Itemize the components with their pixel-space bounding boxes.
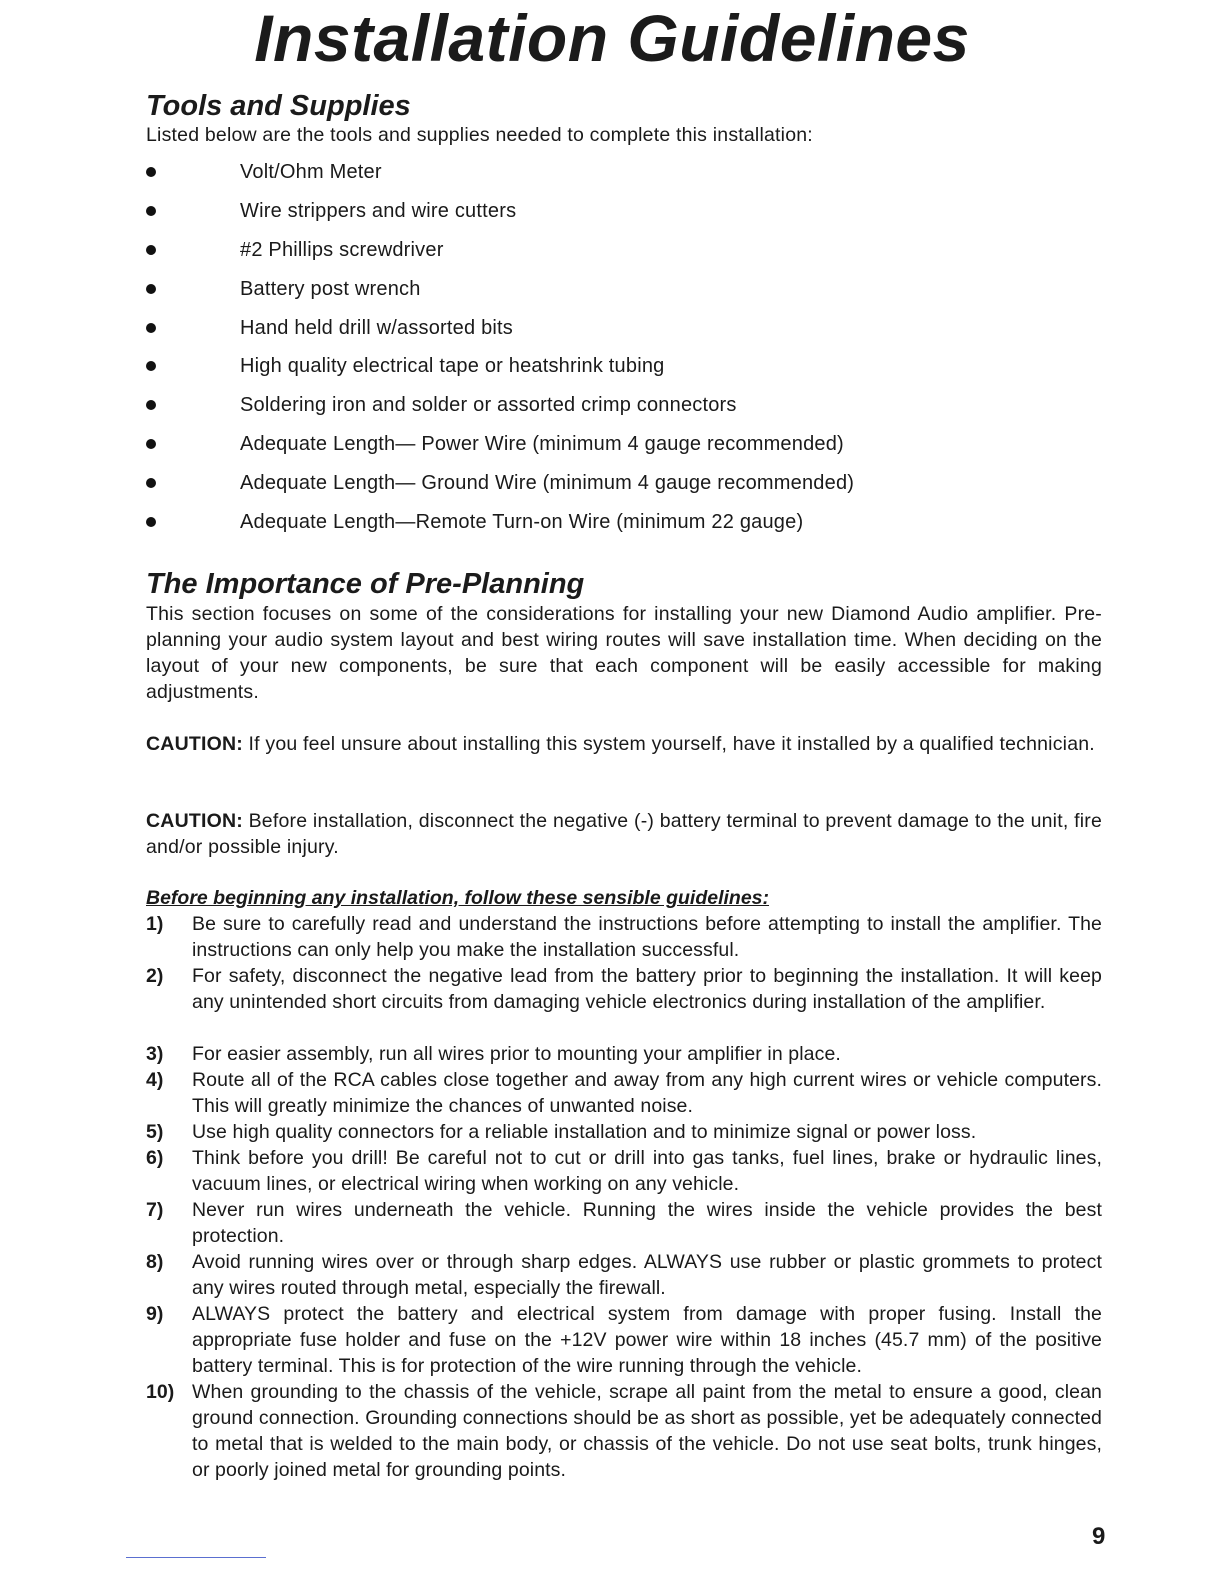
list-item — [0, 314, 1000, 344]
list-item — [0, 352, 1000, 382]
list-item — [0, 508, 1000, 538]
tools-intro: Listed below are the tools and supplies needed to complete this installation: — [146, 124, 813, 146]
step-number: 6) — [146, 1147, 164, 1169]
footer-rule — [126, 1557, 266, 1558]
list-item — [0, 158, 1000, 188]
bullet-icon — [146, 361, 156, 371]
step-text: Avoid running wires over or through sharp edges. ALWAYS use rubber or plastic grommets to protect any wires routed through metal, especially the firewall. — [192, 1251, 1102, 1299]
step-number: 3) — [146, 1043, 164, 1065]
step-text: When grounding to the chassis of the vehicle, scrape all paint from the metal to ensure a good, clean ground connection. Grounding connections should be as short as possible, yet be adequately connected to metal that is welded to the main body, or chassis of the vehicle. Do not use seat bolts, trunk hinges, or poorly joined metal for grounding points. — [192, 1381, 1102, 1481]
preplanning-body: This section focuses on some of the considerations for installing your new Diamond Audio amplifier. Pre-planning your audio system layout and best wiring routes will save installation time. When deciding on the layout of your new components, be sure that each component will be easily accessible for making adjustments. — [146, 603, 1102, 703]
page-title: Installation Guidelines — [254, 1, 970, 75]
step-text: ALWAYS protect the battery and electrical system from damage with proper fusing. Install the appropriate fuse holder and fuse on the +12V power wire within 18 inches (45.7 mm) of the positive battery terminal. This is for protection of the wire running through the vehicle. — [192, 1303, 1102, 1377]
bullet-icon — [146, 478, 156, 488]
step-text: For safety, disconnect the negative lead from the battery prior to beginning the installation. It will keep any unintended short circuits from damaging vehicle electronics during installation of the amplifier. — [192, 965, 1102, 1013]
step-text: Route all of the RCA cables close together and away from any high current wires or vehicle computers. This will greatly minimize the chances of unwanted noise. — [192, 1069, 1102, 1117]
tool-item-text: #2 Phillips screwdriver — [240, 239, 444, 261]
tool-item-text: Battery post wrench — [240, 278, 421, 300]
tool-item-text: Adequate Length— Power Wire (minimum 4 gauge recommended) — [240, 433, 844, 455]
caution-label: CAUTION: — [146, 733, 243, 755]
bullet-icon — [146, 517, 156, 527]
step-number: 4) — [146, 1069, 164, 1091]
bullet-icon — [146, 206, 156, 216]
step-number: 5) — [146, 1121, 164, 1143]
tool-item-text: Adequate Length—Remote Turn-on Wire (minimum 22 gauge) — [240, 511, 804, 533]
step-number: 1) — [146, 913, 164, 935]
bullet-icon — [146, 400, 156, 410]
step-number: 2) — [146, 965, 164, 987]
caution-label: CAUTION: — [146, 810, 243, 832]
tool-item-text: Hand held drill w/assorted bits — [240, 317, 513, 339]
caution-text: Before installation, disconnect the negative (-) battery terminal to prevent damage to the unit, fire and/or possible injury. — [146, 810, 1102, 858]
page-number: 9 — [1092, 1523, 1106, 1550]
step-text: Never run wires underneath the vehicle. Running the wires inside the vehicle provides the best protection. — [192, 1199, 1102, 1247]
step-text: Think before you drill! Be careful not to cut or drill into gas tanks, fuel lines, brake or hydraulic lines, vacuum lines, or electrical wiring when working on any vehicle. — [192, 1147, 1102, 1195]
list-item — [0, 391, 1000, 421]
tools-heading: Tools and Supplies — [146, 90, 411, 122]
step-number: 7) — [146, 1199, 164, 1221]
step-number: 8) — [146, 1251, 164, 1273]
list-item — [0, 430, 1000, 460]
step-text: Be sure to carefully read and understand the instructions before attempting to install the amplifier. The instructions can only help you make the installation successful. — [192, 913, 1102, 961]
step-number: 10) — [146, 1381, 175, 1403]
preplanning-heading: The Importance of Pre-Planning — [146, 568, 585, 600]
bullet-icon — [146, 167, 156, 177]
bullet-icon — [146, 284, 156, 294]
caution-note-2 — [146, 808, 1102, 860]
caution-note-1 — [146, 731, 1102, 757]
guidelines-heading: Before beginning any installation, follow these sensible guidelines: — [146, 887, 770, 909]
caution-text: If you feel unsure about installing this system yourself, have it installed by a qualified technician. — [248, 733, 1095, 755]
list-item — [0, 236, 1000, 266]
bullet-icon — [146, 439, 156, 449]
list-item — [0, 469, 1000, 499]
bullet-icon — [146, 245, 156, 255]
list-item — [0, 275, 1000, 305]
step-text: Use high quality connectors for a reliable installation and to minimize signal or power loss. — [192, 1121, 977, 1143]
step-text: For easier assembly, run all wires prior to mounting your amplifier in place. — [192, 1043, 841, 1065]
tool-item-text: Wire strippers and wire cutters — [240, 200, 517, 222]
step-number: 9) — [146, 1303, 164, 1325]
list-item — [0, 197, 1000, 227]
bullet-icon — [146, 323, 156, 333]
tool-item-text: Soldering iron and solder or assorted crimp connectors — [240, 394, 737, 416]
tool-item-text: Volt/Ohm Meter — [240, 161, 382, 183]
tool-item-text: Adequate Length— Ground Wire (minimum 4 gauge recommended) — [240, 472, 855, 494]
tool-item-text: High quality electrical tape or heatshrink tubing — [240, 355, 665, 377]
